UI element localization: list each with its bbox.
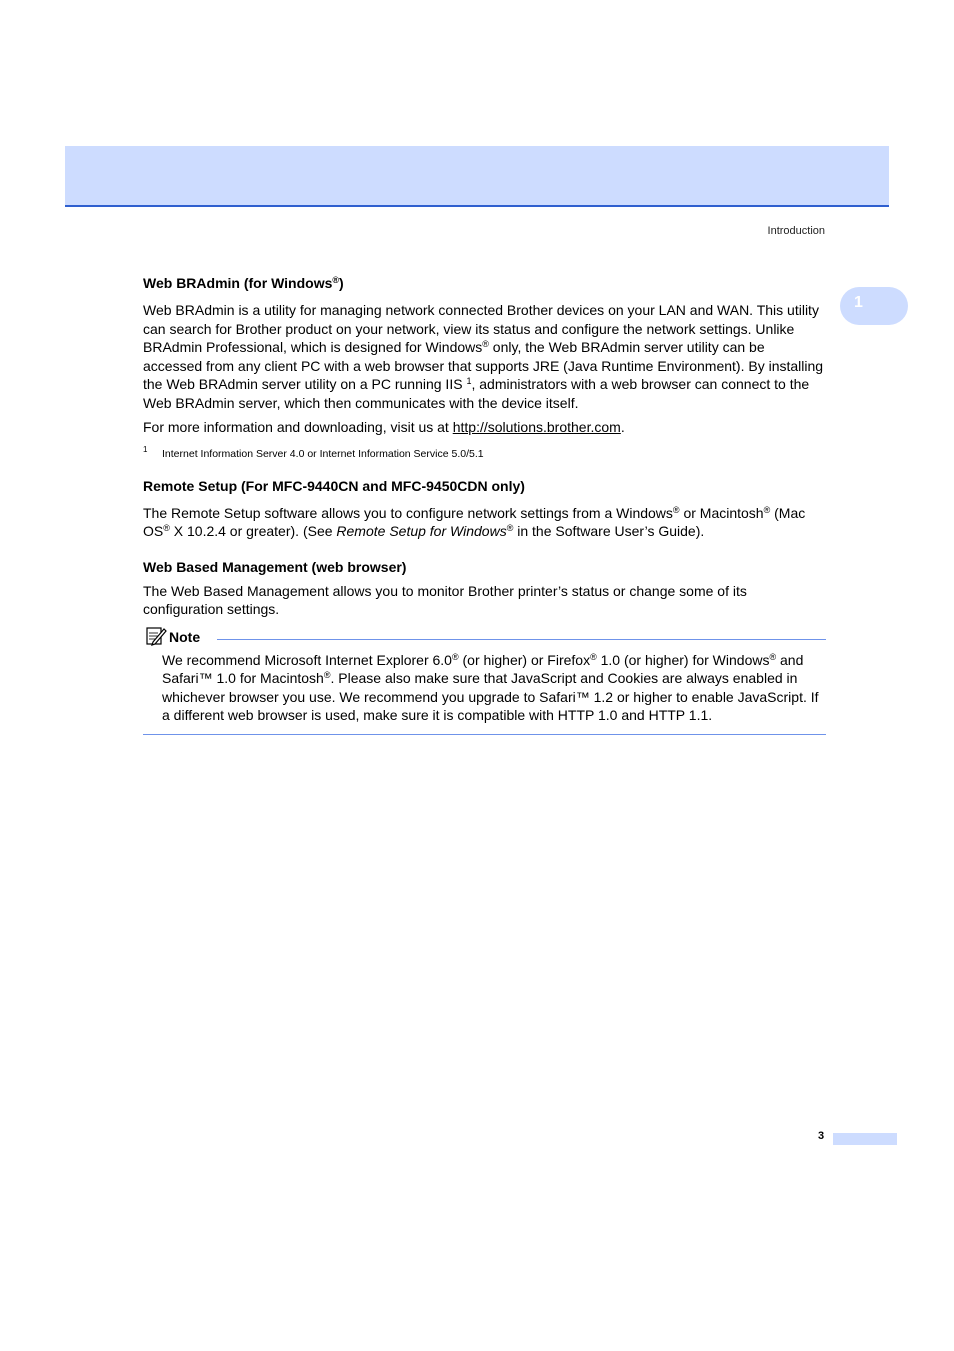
page-number: 3 [818,1130,825,1142]
chapter-number: 1 [854,294,863,311]
note-pencil-icon [145,625,167,647]
note-label: Note [169,628,201,645]
note-text: We recommend Microsoft Internet Explorer 6.0® (or higher) or Firefox® 1.0 (or higher) for Windows® and Safari™ 1.0 for Macintosh®. Please also make sure that JavaScript and Cookies are always enabled in whichever browser you use. We recommend you upgrade to Safari™ 1.2 or higher to enable JavaScript. If a different web browser is used, make sure it is compatible with HTTP 1.0 and HTTP 1.1. [162,651,819,723]
chapter-tab [840,287,908,325]
note-header [143,629,826,649]
header-band [65,146,889,207]
solutions-link[interactable]: http://solutions.brother.com [452,419,621,435]
page-number-bar [833,1133,897,1145]
paragraph-more-info: For more information and downloading, visit us at http://solutions.brother.com. [143,419,625,435]
section-title-web-based-management: Web Based Management (web browser) [143,558,407,575]
footnote-text: Internet Information Server 4.0 or Internet Information Service 5.0/5.1 [162,447,484,460]
page-content [143,274,826,735]
paragraph-web-based-management: The Web Based Management allows you to monitor Brother printer’s status or change some of its configuration settings. [143,582,747,617]
paragraph-web-bradmin: Web BRAdmin is a utility for managing network connected Brother devices on your LAN and WAN. This utility can search for Brother product on your network, view its status and configure the network settings. Unlike BRAdmin Professional, which is designed for Windows® only, the Web BRAdmin server utility can be accessed from any client PC with a web browser that supports JRE (Java Runtime Environment). By installing the Web BRAdmin server utility on a PC running IIS $^1$, administrators with a web browser can connect to the Web BRAdmin server, which then communicates with the device itself. [143,302,824,411]
footnote-number: 1 [143,444,148,454]
footnote-ref: 1 [466,376,472,386]
section-title-web-bradmin: Web BRAdmin (for Windows®) [143,275,344,291]
footnote [143,444,826,461]
running-head: Introduction [767,225,825,237]
section-title-remote-setup: Remote Setup (For MFC-9440CN and MFC-9450CDN only) [143,477,525,494]
note-body [162,651,826,725]
paragraph-remote-setup: The Remote Setup software allows you to configure network settings from a Windows® or Macintosh® (Mac OS® X 10.2.4 or greater). (See Remote Setup for Windows® in the Software User’s Guide). [143,504,806,539]
note-rule [217,639,826,640]
note-box [143,629,826,735]
